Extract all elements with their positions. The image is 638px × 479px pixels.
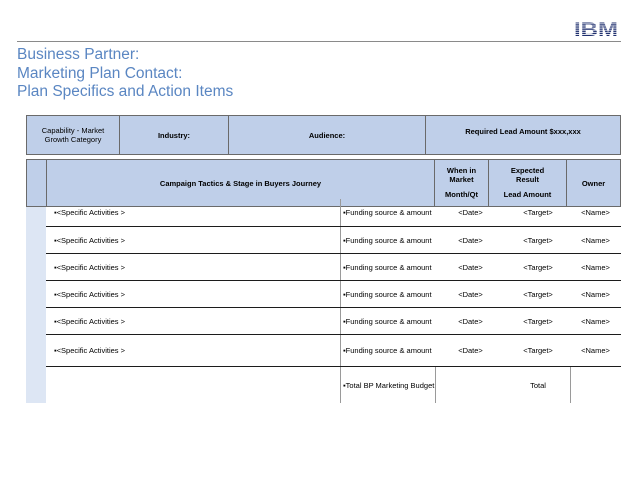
required-lead-header bbox=[425, 115, 621, 155]
table-row bbox=[46, 254, 621, 281]
date-cell: <Date> bbox=[458, 346, 483, 355]
owner-cell: <Name> bbox=[581, 316, 610, 326]
activity-cell: ▪<Specific Activities > bbox=[54, 289, 126, 299]
total-budget-cell: ▪Total BP Marketing Budget bbox=[343, 380, 435, 390]
expected-label: Expected Result bbox=[510, 166, 545, 184]
owner-cell: <Name> bbox=[581, 346, 610, 355]
capability-label: Capability - Market Growth Category bbox=[41, 126, 105, 144]
total-divider bbox=[570, 367, 571, 403]
date-cell: <Date> bbox=[458, 208, 483, 217]
audience-header bbox=[228, 115, 426, 155]
table-row bbox=[46, 227, 621, 254]
date-cell: <Date> bbox=[458, 262, 483, 272]
month-label: Month/Qt bbox=[445, 190, 478, 199]
target-cell: <Target> bbox=[523, 208, 553, 217]
owner-cell: <Name> bbox=[581, 289, 610, 299]
target-cell: <Target> bbox=[523, 346, 553, 355]
table-row bbox=[46, 308, 621, 335]
when-label: When in Market bbox=[446, 166, 477, 184]
funding-cell: ▪Funding source & amount bbox=[340, 254, 435, 280]
owner-cell: <Name> bbox=[581, 208, 610, 217]
title-line-business-partner: Business Partner: bbox=[17, 46, 140, 63]
title-line-marketing-contact: Marketing Plan Contact: bbox=[17, 64, 183, 82]
funding-cell: ▪Funding source & amount bbox=[340, 308, 435, 334]
activity-cell: ▪<Specific Activities > bbox=[54, 262, 126, 272]
audience-label: Audience: bbox=[308, 130, 346, 140]
page-title bbox=[17, 46, 233, 102]
date-cell: <Date> bbox=[458, 235, 483, 245]
activity-cell: ▪<Specific Activities > bbox=[54, 346, 126, 355]
tactics-label: Campaign Tactics & Stage in Buyers Journey bbox=[159, 178, 322, 188]
target-cell: <Target> bbox=[523, 316, 553, 326]
industry-label: Industry: bbox=[157, 130, 191, 140]
table-row bbox=[46, 335, 621, 367]
capability-header bbox=[26, 115, 120, 155]
table-row bbox=[46, 281, 621, 308]
activity-cell: ▪<Specific Activities > bbox=[54, 208, 126, 217]
ibm-logo bbox=[574, 20, 618, 37]
total-row bbox=[46, 367, 621, 403]
target-cell: <Target> bbox=[523, 289, 553, 299]
lead-amount-label: Lead Amount bbox=[503, 190, 552, 199]
table-row bbox=[46, 199, 621, 227]
total-cell: Total bbox=[530, 380, 546, 390]
header-rule bbox=[17, 41, 621, 42]
title-line-plan-specifics: Plan Specifics and Action Items bbox=[17, 83, 234, 100]
owner-cell: <Name> bbox=[581, 262, 610, 272]
header-left-blank bbox=[26, 159, 47, 207]
activity-cell: ▪<Specific Activities > bbox=[54, 235, 126, 245]
funding-cell: ▪Funding source & amount bbox=[340, 281, 435, 307]
target-cell: <Target> bbox=[523, 262, 553, 272]
target-cell: <Target> bbox=[523, 235, 553, 245]
industry-header bbox=[119, 115, 229, 155]
owner-label: Owner bbox=[581, 178, 606, 188]
date-cell: <Date> bbox=[458, 316, 483, 326]
date-cell: <Date> bbox=[458, 289, 483, 299]
ibm-logo-text: IBM bbox=[574, 20, 618, 37]
required-lead-label: Required Lead Amount $xxx,xxx bbox=[465, 127, 581, 136]
owner-cell: <Name> bbox=[581, 235, 610, 245]
total-divider bbox=[435, 367, 436, 403]
left-column-bar bbox=[26, 207, 46, 403]
funding-cell: ▪Funding source & amount bbox=[340, 227, 435, 253]
funding-cell: ▪Funding source & amount bbox=[340, 199, 435, 226]
activity-cell: ▪<Specific Activities > bbox=[54, 316, 126, 326]
funding-cell: ▪Funding source & amount bbox=[340, 335, 435, 366]
